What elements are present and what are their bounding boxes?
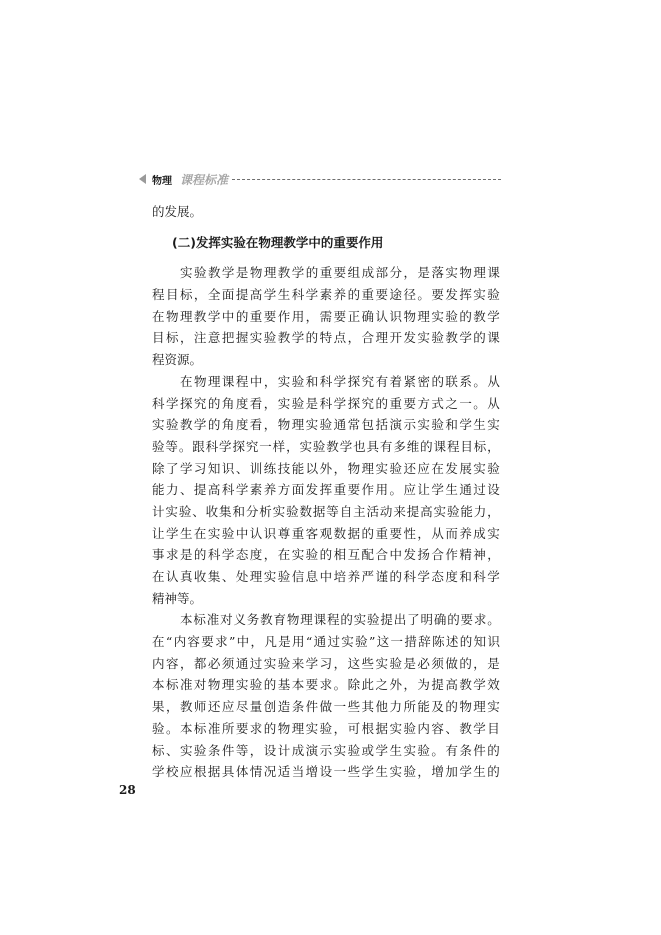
text-line: [152, 393, 500, 415]
text-line-content: 事 求 是 的 科 学 态 度 ， 在 实 验 的 相 互 配 合 中 发 扬 合 作 精 神 ，: [152, 547, 500, 563]
text-line: [152, 566, 500, 588]
text-line-content: 在 认 真 收 集 、 处 理 实 验 信 息 中 培 养 严 谨 的 科 学 态 度 和 科 学: [152, 569, 500, 584]
text-line: [152, 609, 500, 631]
text-line-content: 在 物 理 课 程 中 ， 实 验 和 科 学 探 究 有 着 紧 密 的 联 系 。 从: [180, 373, 500, 389]
header-rule: [232, 179, 501, 180]
text-line-content: 让 学 生 在 实 验 中 认 识 尊 重 客 观 数 据 的 重 要 性 ， 从 而 养 成 实: [152, 525, 500, 541]
text-line: [152, 501, 500, 523]
text-line: [152, 458, 500, 480]
text-line: [152, 436, 500, 458]
page-number: 28: [119, 783, 136, 797]
text-line: [152, 327, 500, 349]
text-line-content: 内 容 ， 都 必 须 通 过 实 验 来 学 习 ， 这 些 实 验 是 必 须 做 的 ， 是: [152, 655, 500, 671]
paragraph: [152, 262, 500, 370]
text-line: [152, 306, 500, 328]
text-line-content: 程资源。: [152, 352, 203, 368]
text-line-content: 除 了 学 习 知 识 、 训 练 技 能 以 外 ， 物 理 实 验 还 应 在 发 展 实 验: [152, 460, 500, 476]
text-line-content: 计 实 验 、 收 集 和 分 析 实 验 数 据 等 自 主 活 动 来 提 高 实 验 能 力 ，: [152, 503, 500, 519]
text-line: [152, 696, 500, 718]
text-line-content: 能 力 、 提 高 科 学 素 养 方 面 发 挥 重 要 作 用 。 应 让 学 生 通 过 设: [152, 482, 500, 498]
text-line: [152, 588, 500, 610]
text-line-content: 精神等。: [152, 590, 203, 606]
text-line-content: 验 。 本 标 准 所 要 求 的 物 理 实 验 ， 可 根 据 实 验 内 容 、 教 学 目: [152, 720, 500, 736]
text-line: [152, 479, 500, 501]
text-line-content: 果 ， 教 师 还 应 尽 量 创 造 条 件 做 一 些 其 他 力 所 能 及 的 物 理 实: [152, 699, 500, 715]
text-line: [152, 262, 500, 284]
text-line-content: 目 标 ， 注 意 把 握 实 验 教 学 的 特 点 ， 合 理 开 发 实 验 教 学 的 课: [152, 330, 500, 346]
text-line-content: 在 物 理 教 学 中 的 重 要 作 用 ， 需 要 正 确 认 识 物 理 实 验 的 教 学: [152, 308, 500, 324]
paragraph: [152, 201, 500, 223]
text-line: [152, 674, 500, 696]
text-line: [152, 523, 500, 545]
text-line-content: 标 、 实 验 条 件 等 ， 设 计 成 演 示 实 验 或 学 生 实 验 。 有 条 件 的: [152, 742, 500, 758]
text-line: [152, 653, 500, 675]
text-line: [152, 284, 500, 306]
text-line: [152, 414, 500, 436]
text-line: [152, 349, 500, 371]
paragraph: [152, 371, 500, 610]
text-line-content: 实 验 教 学 的 角 度 看 ， 物 理 实 验 通 常 包 括 演 示 实 验 和 学 生 实: [152, 417, 500, 433]
text-line: [152, 201, 500, 223]
text-line: [152, 371, 500, 393]
text-line-content: 程 目 标 ， 全 面 提 高 学 生 科 学 素 养 的 重 要 途 径 。 要 发 挥 实 验: [152, 287, 500, 303]
text-line: [152, 761, 500, 783]
text-line-content: 科 学 探 究 的 角 度 看 ， 实 验 是 科 学 探 究 的 重 要 方 式 之 一 。 从: [152, 395, 500, 411]
section-heading: (二)发挥实验在物理教学中的重要作用: [172, 234, 384, 250]
text-line-content: 验 等 。 跟 科 学 探 究 一 样 ， 实 验 教 学 也 具 有 多 维 的 课 程 目 标 ，: [152, 438, 500, 454]
text-line: [152, 740, 500, 762]
running-head-book-title: 课程标准: [180, 172, 229, 187]
text-line-content: 的发展。: [152, 204, 203, 219]
text-line: [152, 544, 500, 566]
text-line-content: 在 “ 内 容 要 求 ” 中 ， 凡 是 用 “ 通 过 实 验 ” 这 一 措 辞 陈 述 的 知 识: [152, 634, 500, 650]
text-line: [152, 631, 500, 653]
left-arrow-icon: [139, 174, 146, 184]
text-line: [152, 718, 500, 740]
text-line-content: 学 校 应 根 据 具 体 情 况 适 当 增 设 一 些 学 生 实 验 ， 增 加 学 生 的: [152, 764, 500, 780]
running-head-subject: 物理: [152, 175, 172, 187]
body-text: [152, 201, 500, 783]
text-line-content: 本 标 准 对 物 理 实 验 的 基 本 要 求 。 除 此 之 外 ， 为 提 高 教 学 效: [152, 677, 500, 693]
text-line-content: 实 验 教 学 是 物 理 教 学 的 重 要 组 成 部 分 ， 是 落 实 物 理 课: [180, 265, 500, 281]
text-line-content: 本 标 准 对 义 务 教 育 物 理 课 程 的 实 验 提 出 了 明 确 的 要 求 。: [180, 612, 500, 628]
running-head: [139, 171, 501, 187]
paragraph: [152, 609, 500, 783]
